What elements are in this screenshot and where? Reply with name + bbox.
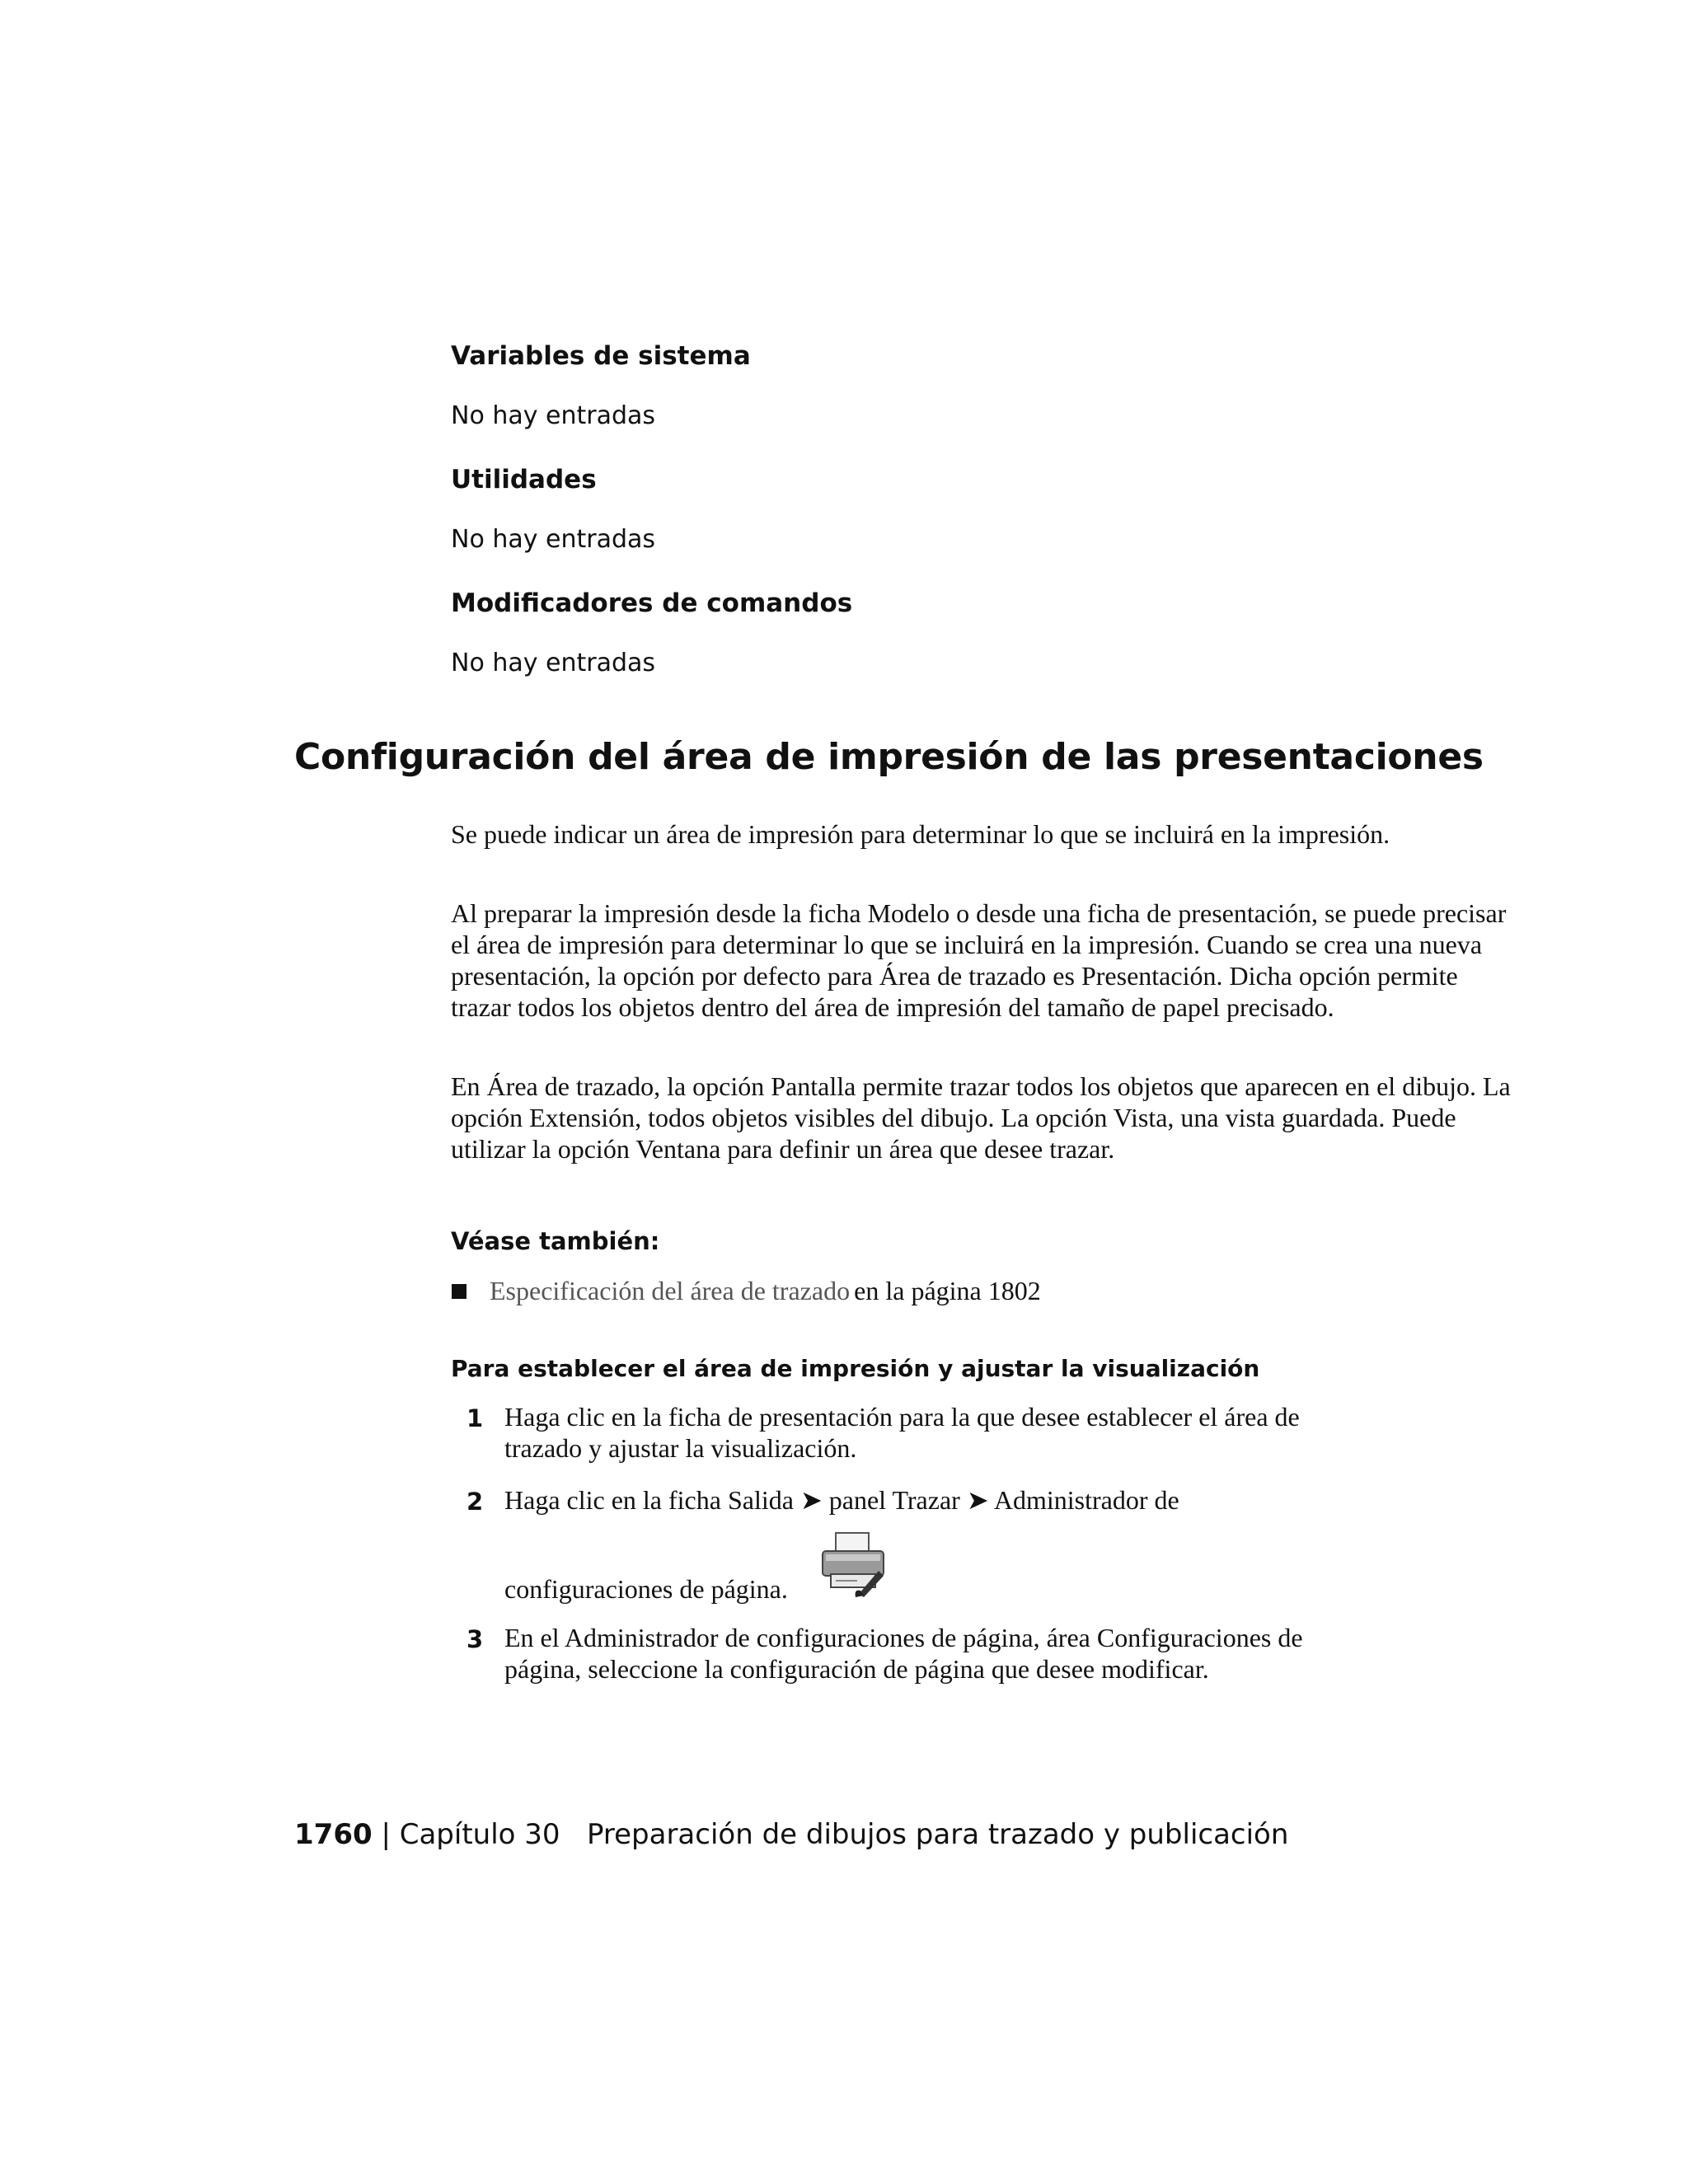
step-text-1: Haga clic en la ficha de presentación para la que desee establecer el área de trazado y ajustar la visualización.	[504, 1402, 1300, 1463]
bullet-square-icon	[452, 1284, 467, 1299]
see-also-label: Véase también:	[451, 1227, 660, 1255]
see-also-link[interactable]: Especificación del área de trazado	[490, 1276, 851, 1305]
system-variables-heading: Variables de sistema	[451, 341, 751, 371]
footer-separator: |	[381, 1818, 391, 1851]
command-modifiers-heading: Modificadores de comandos	[451, 588, 853, 618]
paragraph-plot-options: En Área de trazado, la opción Pantalla permite trazar todos los objetos que aparecen en el dibujo. La opción Extensión, todos objetos visibles del dibujo. La opción Vista, una vista guardada. Puede utilizar la opción Ventana para definir un área que desee trazar.	[451, 1071, 1511, 1164]
procedure-title: Para establecer el área de impresión y ajustar la visualización	[451, 1355, 1260, 1382]
see-also-item	[490, 1276, 1041, 1306]
utilities-body: No hay entradas	[451, 525, 656, 554]
system-variables-body: No hay entradas	[451, 401, 656, 430]
step-number-3: 3	[467, 1625, 484, 1653]
footer-chapter: Capítulo 30	[399, 1818, 560, 1851]
footer-page-number: 1760	[294, 1818, 373, 1851]
see-also-page-ref: en la página 1802	[854, 1276, 1041, 1305]
paragraph-plot-area: Al preparar la impresión desde la ficha Modelo o desde una ficha de presentación, se puede precisar el área de impresión para determinar lo que se incluirá en la impresión. Cuando se crea una nueva presentación, la opción por defecto para Área de trazado es Presentación. Dicha opción permite trazar todos los objetos dentro del área de impresión del tamaño de papel precisado.	[451, 898, 1507, 1022]
step-text-2-line1: Haga clic en la ficha Salida ➤ panel Trazar ➤ Administrador de	[504, 1485, 1179, 1515]
utilities-heading: Utilidades	[451, 465, 597, 494]
page-footer	[294, 1818, 1288, 1851]
step-number-1: 1	[467, 1404, 484, 1432]
command-modifiers-body: No hay entradas	[451, 649, 656, 677]
step-text-3: En el Administrador de configuraciones de página, área Configuraciones de página, seleccione la configuración de página que desee modificar.	[504, 1623, 1303, 1684]
footer-chapter-title: Preparación de dibujos para trazado y publicación	[586, 1818, 1289, 1851]
step-number-2: 2	[467, 1488, 484, 1516]
paragraph-intro: Se puede indicar un área de impresión para determinar lo que se incluirá en la impresión.	[451, 819, 1390, 849]
page-setup-manager-icon	[818, 1530, 889, 1599]
step-text-2-line2: configuraciones de página.	[504, 1574, 788, 1604]
main-heading: Configuración del área de impresión de las presentaciones	[294, 736, 1484, 778]
